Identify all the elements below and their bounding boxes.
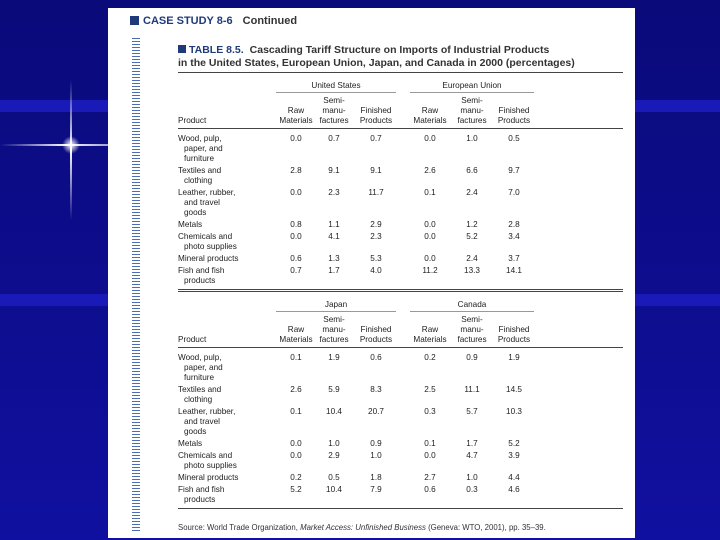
case-study-header <box>130 15 297 27</box>
row-product-label: Leather, rubber, <box>178 188 236 197</box>
table-rule <box>276 311 396 312</box>
row-product-label: clothing <box>184 395 213 404</box>
region-header: Japan <box>324 300 348 309</box>
table-cell: 0.2 <box>424 353 436 362</box>
table-cell: 4.6 <box>508 485 520 494</box>
row-product-label: paper, and <box>184 363 223 372</box>
table-cell: 10.3 <box>506 407 522 416</box>
column-header-finished: Products <box>497 116 531 125</box>
table-cell: 9.7 <box>508 166 520 175</box>
table-cell: 3.4 <box>508 232 520 241</box>
table-cell: 11.2 <box>422 266 438 275</box>
column-header-semi: factures <box>457 335 487 344</box>
column-header-semi: manu- <box>460 325 484 334</box>
table-cell: 10.4 <box>326 407 342 416</box>
table-cell: 0.0 <box>290 451 302 460</box>
table-cell: 1.8 <box>370 473 382 482</box>
column-header-semi: factures <box>457 116 487 125</box>
table-cell: 1.0 <box>370 451 382 460</box>
column-header-raw: Raw <box>287 325 305 334</box>
row-product-label: and travel <box>184 198 220 207</box>
table-cell: 13.3 <box>464 266 480 275</box>
table-cell: 7.0 <box>508 188 520 197</box>
table-rule <box>178 72 623 73</box>
table-cell: 5.2 <box>466 232 478 241</box>
row-product-label: Leather, rubber, <box>178 407 236 416</box>
row-product-label: Mineral products <box>178 473 239 482</box>
column-header-semi: Semi- <box>461 315 483 324</box>
source-note <box>178 523 546 532</box>
table-cell: 1.0 <box>328 439 340 448</box>
column-header-semi: Semi- <box>323 96 345 105</box>
table-cell: 1.1 <box>328 220 340 229</box>
column-header-product: Product <box>178 335 207 344</box>
table-cell: 0.8 <box>290 220 302 229</box>
column-header-semi: manu- <box>460 106 484 115</box>
continued-label: Continued <box>242 15 298 27</box>
column-header-product: Product <box>178 116 207 125</box>
row-product-label: products <box>184 276 216 285</box>
table-title <box>178 44 618 70</box>
row-product-label: photo supplies <box>184 242 237 251</box>
row-product-label: and travel <box>184 417 220 426</box>
table-cell: 2.4 <box>466 188 478 197</box>
row-product-label: Metals <box>178 220 203 229</box>
region-header: Canada <box>457 300 487 309</box>
column-header-raw: Materials <box>279 116 313 125</box>
table-cell: 0.3 <box>424 407 436 416</box>
table-cell: 2.8 <box>290 166 302 175</box>
table-cell: 0.0 <box>424 134 436 143</box>
light-streak-horizontal <box>0 144 110 146</box>
region-header: European Union <box>442 81 502 90</box>
table-cell: 14.5 <box>506 385 522 394</box>
table-cell: 0.1 <box>424 188 436 197</box>
table-cell: 5.7 <box>466 407 478 416</box>
table-cell: 0.0 <box>424 254 436 263</box>
table-cell: 3.7 <box>508 254 520 263</box>
table-rule <box>178 291 623 292</box>
case-study-label: CASE STUDY 8-6 <box>143 15 233 27</box>
table-cell: 0.0 <box>290 439 302 448</box>
row-product-label: paper, and <box>184 144 223 153</box>
table-cell: 20.7 <box>368 407 384 416</box>
table-cell: 2.9 <box>370 220 382 229</box>
row-product-label: furniture <box>184 373 215 382</box>
table-cell: 9.1 <box>370 166 382 175</box>
column-header-semi: manu- <box>322 106 346 115</box>
table-title-line2: in the United States, European Union, Japan, and Canada in 2000 (percentages) <box>178 57 575 69</box>
table-cell: 7.9 <box>370 485 382 494</box>
table-cell: 1.0 <box>466 473 478 482</box>
table-cell: 1.9 <box>508 353 520 362</box>
column-header-finished: Products <box>359 335 393 344</box>
column-header-semi: Semi- <box>461 96 483 105</box>
table-cell: 4.4 <box>508 473 520 482</box>
table-cell: 4.0 <box>370 266 382 275</box>
table-cell: 1.7 <box>466 439 478 448</box>
row-product-label: Chemicals and <box>178 232 233 241</box>
row-product-label: Textiles and <box>178 166 222 175</box>
table-cell: 0.7 <box>290 266 302 275</box>
table-cell: 2.6 <box>290 385 302 394</box>
table-number: TABLE 8.5. <box>189 44 244 56</box>
row-product-label: Wood, pulp, <box>178 134 222 143</box>
table-rule <box>276 92 396 93</box>
table-cell: 2.7 <box>424 473 436 482</box>
table-cell: 0.5 <box>328 473 340 482</box>
row-product-label: furniture <box>184 154 215 163</box>
table-cell: 0.6 <box>424 485 436 494</box>
table-cell: 8.3 <box>370 385 382 394</box>
table-cell: 0.7 <box>328 134 340 143</box>
source-suffix: (Geneva: WTO, 2001), pp. 35–39. <box>428 523 546 532</box>
document-page <box>108 8 635 538</box>
table-cell: 4.1 <box>328 232 340 241</box>
table-cell: 0.0 <box>424 451 436 460</box>
column-header-raw: Materials <box>279 335 313 344</box>
table-cell: 1.0 <box>466 134 478 143</box>
table-cell: 2.8 <box>508 220 520 229</box>
source-title: Market Access: Unfinished Business <box>300 523 426 532</box>
table-cell: 0.7 <box>370 134 382 143</box>
table-cell: 2.5 <box>424 385 436 394</box>
column-header-finished: Finished <box>498 325 530 334</box>
page-margin-stripe <box>132 38 140 532</box>
table-cell: 0.2 <box>290 473 302 482</box>
row-product-label: Fish and fish <box>178 485 225 494</box>
table-cell: 0.1 <box>424 439 436 448</box>
row-product-label: Chemicals and <box>178 451 233 460</box>
table-cell: 1.7 <box>328 266 340 275</box>
table-cell: 11.7 <box>368 188 384 197</box>
table-cell: 0.9 <box>466 353 478 362</box>
table-cell: 0.0 <box>290 188 302 197</box>
table-cell: 3.9 <box>508 451 520 460</box>
table-cell: 5.2 <box>290 485 302 494</box>
column-header-semi: Semi- <box>323 315 345 324</box>
column-header-semi: factures <box>319 116 349 125</box>
table-rule <box>178 508 623 509</box>
table-cell: 10.4 <box>326 485 342 494</box>
column-header-semi: manu- <box>322 325 346 334</box>
square-bullet-icon <box>130 16 139 25</box>
table-rule <box>178 128 623 129</box>
row-product-label: clothing <box>184 176 213 185</box>
table-title-line1: Cascading Tariff Structure on Imports of Industrial Products <box>249 44 550 56</box>
table-rule <box>410 311 534 312</box>
table-cell: 0.9 <box>370 439 382 448</box>
table-cell: 5.3 <box>370 254 382 263</box>
table-cell: 0.1 <box>290 353 302 362</box>
row-product-label: Metals <box>178 439 203 448</box>
table-cell: 0.6 <box>370 353 382 362</box>
row-product-label: goods <box>184 208 207 217</box>
sparkle-icon <box>62 136 80 154</box>
row-product-label: Textiles and <box>178 385 222 394</box>
column-header-semi: factures <box>319 335 349 344</box>
table-cell: 0.3 <box>466 485 478 494</box>
row-product-label: Wood, pulp, <box>178 353 222 362</box>
column-header-finished: Products <box>359 116 393 125</box>
table-cell: 1.3 <box>328 254 340 263</box>
row-product-label: photo supplies <box>184 461 237 470</box>
column-header-raw: Raw <box>287 106 305 115</box>
square-bullet-icon <box>178 45 186 53</box>
table-cell: 2.3 <box>370 232 382 241</box>
table-cell: 5.9 <box>328 385 340 394</box>
column-header-raw: Materials <box>413 116 447 125</box>
table-cell: 2.3 <box>328 188 340 197</box>
table-cell: 9.1 <box>328 166 340 175</box>
table-cell: 0.6 <box>290 254 302 263</box>
table-cell: 2.6 <box>424 166 436 175</box>
source-prefix: Source: World Trade Organization, <box>178 523 298 532</box>
table-cell: 0.0 <box>290 134 302 143</box>
table-cell: 0.1 <box>290 407 302 416</box>
table-cell: 0.0 <box>290 232 302 241</box>
row-product-label: Mineral products <box>178 254 239 263</box>
column-header-raw: Materials <box>413 335 447 344</box>
column-header-finished: Finished <box>360 106 392 115</box>
table-cell: 6.6 <box>466 166 478 175</box>
table-cell: 2.4 <box>466 254 478 263</box>
table-rule <box>178 347 623 348</box>
table-cell: 1.2 <box>466 220 478 229</box>
region-header: United States <box>311 81 361 90</box>
table-cell: 14.1 <box>506 266 522 275</box>
table-cell: 0.0 <box>424 232 436 241</box>
table-cell: 0.0 <box>424 220 436 229</box>
column-header-finished: Finished <box>498 106 530 115</box>
table-cell: 11.1 <box>464 385 480 394</box>
column-header-finished: Finished <box>360 325 392 334</box>
table-cell: 2.9 <box>328 451 340 460</box>
table-cell: 4.7 <box>466 451 478 460</box>
table-cell: 0.5 <box>508 134 520 143</box>
table-rule <box>410 92 534 93</box>
row-product-label: products <box>184 495 216 504</box>
column-header-raw: Raw <box>421 325 439 334</box>
column-header-raw: Raw <box>421 106 439 115</box>
table-cell: 5.2 <box>508 439 520 448</box>
row-product-label: Fish and fish <box>178 266 225 275</box>
row-product-label: goods <box>184 427 207 436</box>
column-header-finished: Products <box>497 335 531 344</box>
table-rule <box>178 289 623 290</box>
table-cell: 1.9 <box>328 353 340 362</box>
